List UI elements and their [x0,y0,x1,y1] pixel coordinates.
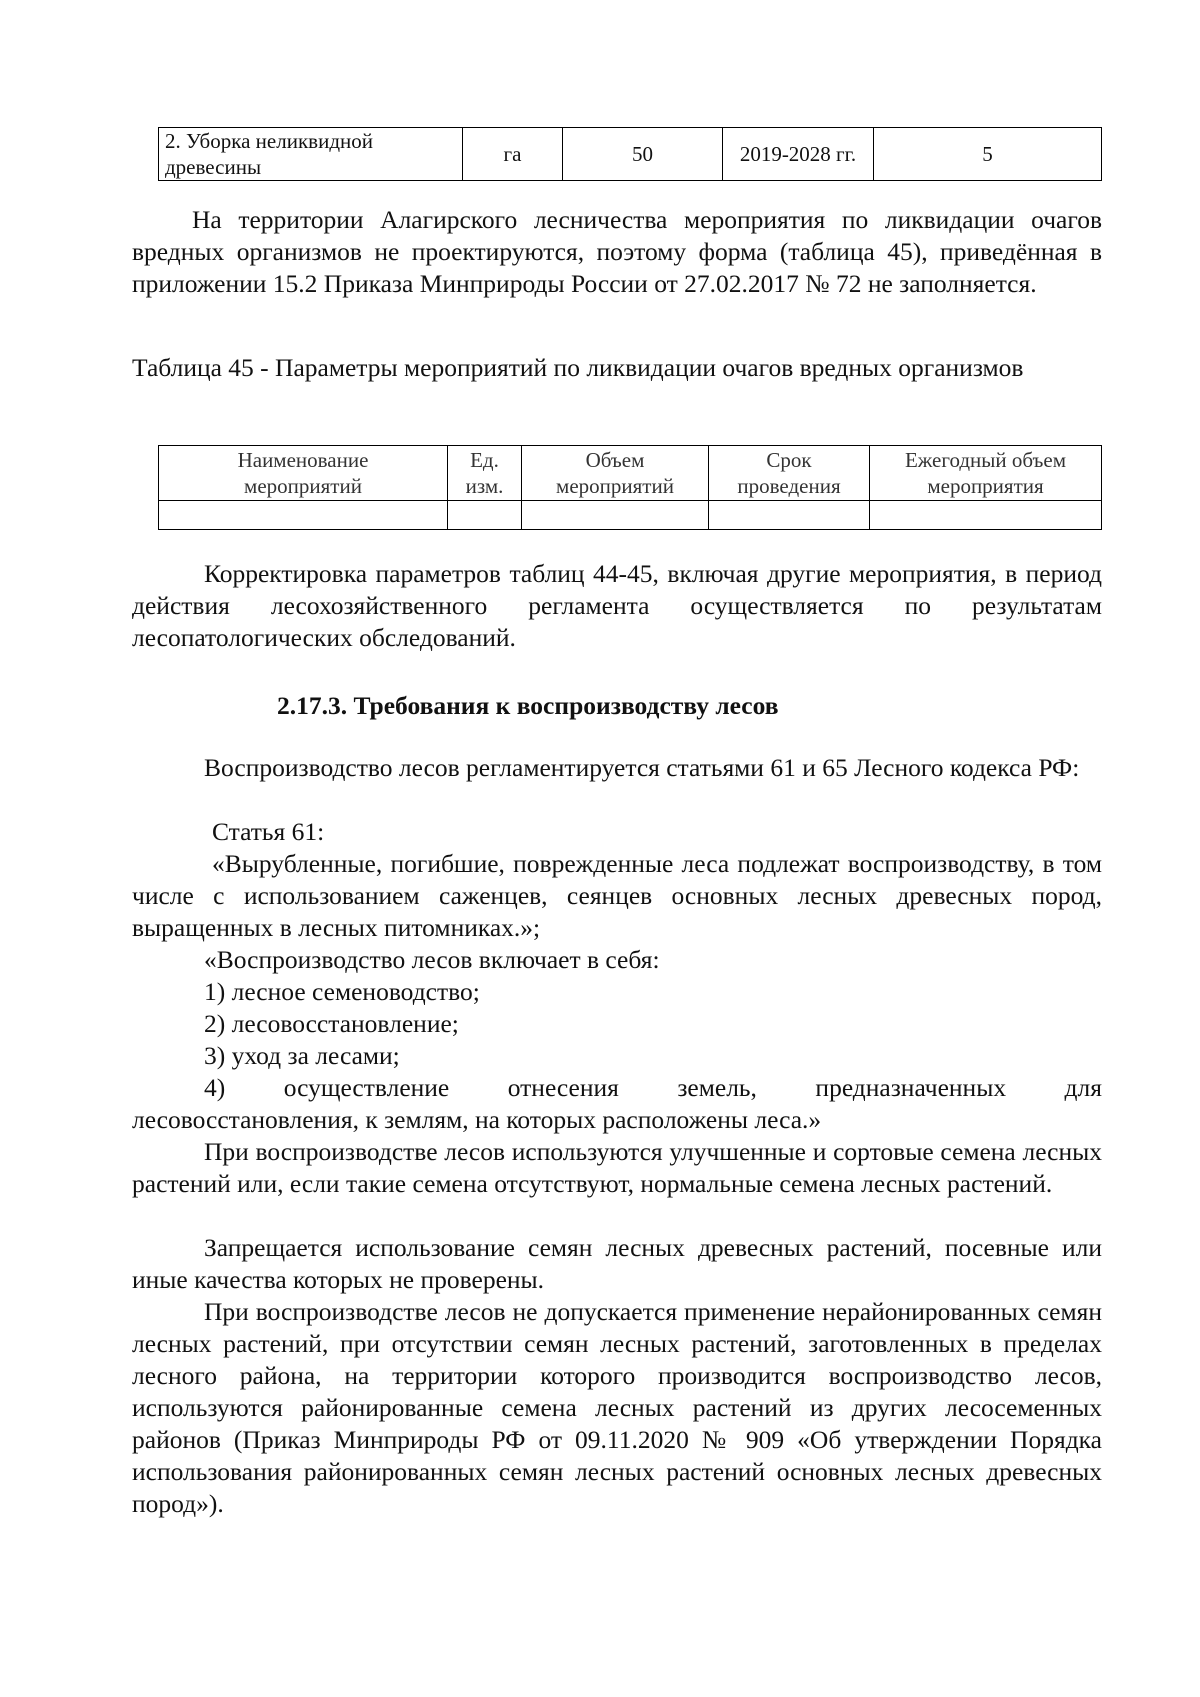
paragraph-intro: Воспроизводство лесов регламентируется статьями 61 и 65 Лесного кодекса РФ: [204,753,1080,782]
cell-annual: 5 [874,128,1102,181]
list-item: 3) уход за лесами; [204,1041,400,1070]
table45-caption: Таблица 45 - Параметры мероприятий по ликвидации очагов вредных организмов [132,353,1024,382]
list-item: 1) лесное семеноводство; [204,977,480,1006]
header-line: мероприятия [927,474,1044,498]
header-name [159,446,448,501]
empty-cell [870,501,1102,530]
header-line: мероприятий [556,474,674,498]
header-line: изм. [465,474,504,498]
quote-article-61: «Вырубленные, погибшие, поврежденные леса подлежат воспроизводству, в том числе с использованием саженцев, сеянцев основных лесных древесных пород, выращенных в лесных питомниках.»; [132,849,1102,942]
header-line: Ежегодный объем [904,448,1067,472]
list-item: 2) лесовосстановление; [204,1009,459,1038]
empty-cell [709,501,870,530]
empty-cell [159,501,448,530]
paragraph-ban: Запрещается использование семян лесных древесных растений, посевные или иные качества которых не проверены. [132,1233,1102,1294]
header-period [709,446,870,501]
table-row-empty [159,501,1102,530]
paragraph-nonzoned: При воспроизводстве лесов не допускается применение нерайонированных семян лесных растений, при отсутствии семян лесных растений, заготовленных в пределах лесного района, на территории которого производится воспроизводство лесов, используются районированные семена лесных растений из других лесосеменных районов (Приказ Минприроды РФ от 09.11.2020 № 909 «Об утверждении Порядка использования районированных семян лесных растений основных лесных древесных пород»). [132,1297,1102,1518]
quote-includes: «Воспроизводство лесов включает в себя: [204,945,660,974]
header-line: Объем [585,448,645,472]
empty-cell [522,501,709,530]
empty-cell [448,501,522,530]
paragraph-seeds: При воспроизводстве лесов используются улучшенные и сортовые семена лесных растений или, если такие семена отсутствуют, нормальные семена лесных растений. [132,1137,1102,1198]
header-volume [522,446,709,501]
header-annual [870,446,1102,501]
cell-period: 2019-2028 гг. [723,128,874,181]
continuation-table [158,127,1102,181]
header-line: Ед. [470,448,499,472]
cell-name: 2. Уборка неликвидной древесины [159,128,463,181]
table-row [159,128,1102,181]
table45 [158,445,1102,530]
cell-volume: 50 [563,128,723,181]
header-line: Наименование [237,448,369,472]
header-line: Срок [766,448,812,472]
paragraph-correction: Корректировка параметров таблиц 44-45, включая другие мероприятия, в период действия лесохозяйственного регламента осуществляется по результатам лесопатологических обследований. [132,559,1102,652]
paragraph-no-measures: На территории Алагирского лесничества мероприятия по ликвидации очагов вредных организмов не проектируются, поэтому форма (таблица 45), приведённая в приложении 15.2 Приказа Минприроды России от 27.02.2017 № 72 не заполняется. [132,205,1102,298]
article-label: Статья 61: [212,817,325,846]
table-header-row [159,446,1102,501]
cell-unit: га [463,128,563,181]
header-line: мероприятий [244,474,362,498]
list-item-4: 4) осуществление отнесения земель, предназначенных для лесовосстановления, к землям, на которых расположены леса.» [132,1073,1109,1134]
section-heading: 2.17.3. Требования к воспроизводству лесов [277,691,779,720]
header-unit [448,446,522,501]
header-line: проведения [737,474,841,498]
